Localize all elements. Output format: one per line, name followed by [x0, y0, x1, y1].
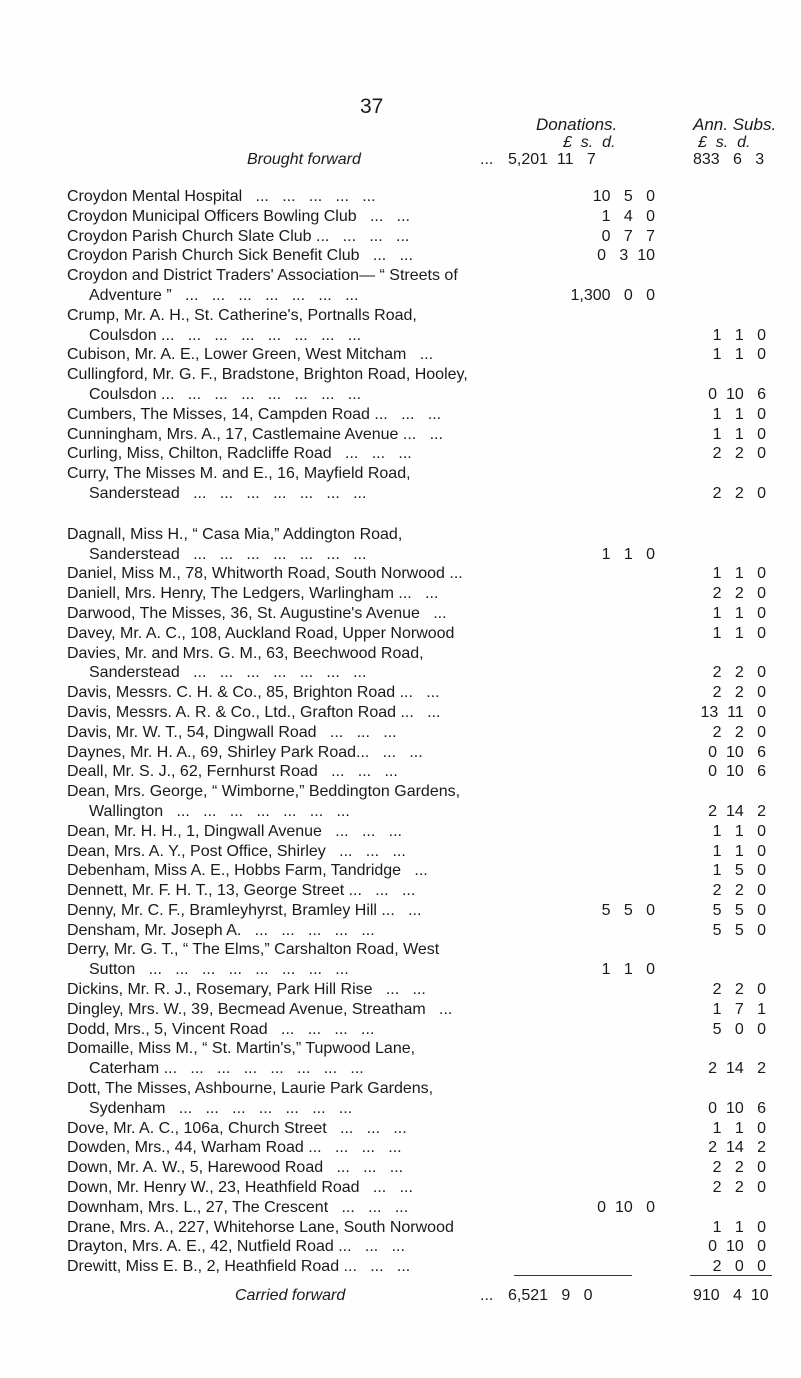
subscription-amount: 2 2 0	[712, 684, 766, 702]
brought-forward-label: Brought forward	[247, 151, 361, 168]
subscription-amount: 2 14 2	[708, 1060, 766, 1078]
entry-name: Cullingford, Mr. G. F., Bradstone, Brighton Road, Hooley,	[67, 366, 468, 384]
entry-name: Crump, Mr. A. H., St. Catherine's, Portnalls Road,	[67, 306, 417, 324]
table-row	[0, 901, 801, 921]
subscription-amount: 1 1 0	[712, 346, 766, 364]
table-row	[0, 1000, 801, 1020]
subscription-amount: 2 2 0	[712, 723, 766, 741]
subscription-amount: 5 5 0	[712, 921, 766, 939]
entry-name: Davis, Mr. W. T., 54, Dingwall Road ... ... ...	[67, 723, 397, 741]
donation-amount: 1 4 0	[601, 207, 655, 225]
entry-name: Dickins, Mr. R. J., Rosemary, Park Hill Rise ... ...	[67, 981, 426, 999]
table-row	[0, 663, 801, 683]
entry-name: Sanderstead ... ... ... ... ... ... ...	[89, 545, 367, 563]
entry-name: Dean, Mrs. George, “ Wimborne,” Beddington Gardens,	[67, 783, 461, 801]
table-row	[0, 1079, 801, 1099]
table-row	[0, 207, 801, 227]
brought-forward-dots: ...	[480, 151, 494, 168]
table-row	[0, 425, 801, 445]
table-row	[0, 525, 801, 545]
donation-amount: 0 3 10	[597, 247, 655, 265]
subscription-amount: 0 10 6	[708, 1099, 766, 1117]
subscription-amount: 1 1 0	[712, 1119, 766, 1137]
entry-name: Sutton ... ... ... ... ... ... ... ...	[89, 961, 349, 979]
table-row	[0, 306, 801, 326]
entry-name: Densham, Mr. Joseph A. ... ... ... ... ...	[67, 921, 375, 939]
carried-forward-donations: 6,521 9 0	[508, 1287, 593, 1304]
entry-name: Drayton, Mrs. A. E., 42, Nutfield Road ... ... ...	[67, 1238, 405, 1256]
table-row	[0, 584, 801, 604]
entry-name: Curling, Miss, Chilton, Radcliffe Road ... ... ...	[67, 445, 412, 463]
carried-forward-subs: 910 4 10	[693, 1287, 769, 1304]
entry-name: Daniel, Miss M., 78, Whitworth Road, South Norwood ...	[67, 565, 463, 583]
entry-name: Croydon Municipal Officers Bowling Club ... ...	[67, 207, 410, 225]
ann-subs-header: Ann. Subs.	[693, 115, 777, 134]
entry-name: Debenham, Miss A. E., Hobbs Farm, Tandridge ...	[67, 862, 428, 880]
entry-name: Drane, Mrs. A., 227, Whitehorse Lane, South Norwood	[67, 1218, 454, 1236]
entry-name: Domaille, Miss M., “ St. Martin's,” Tupwood Lane,	[67, 1040, 416, 1058]
table-row	[0, 385, 801, 405]
table-row	[0, 246, 801, 266]
subscription-amount: 1 5 0	[712, 862, 766, 880]
entry-name: Daynes, Mr. H. A., 69, Shirley Park Road... ... ...	[67, 743, 423, 761]
table-row	[0, 564, 801, 584]
donation-amount: 0 10 0	[597, 1198, 655, 1216]
table-row	[0, 802, 801, 822]
carried-forward-label: Carried forward	[235, 1287, 346, 1304]
entry-name: Downham, Mrs. L., 27, The Crescent ... ... ...	[67, 1198, 409, 1216]
subscription-amount: 0 10 6	[708, 385, 766, 403]
table-row	[0, 1039, 801, 1059]
entry-name: Darwood, The Misses, 36, St. Augustine's Avenue ...	[67, 604, 447, 622]
subscription-amount: 0 10 6	[708, 743, 766, 761]
table-row	[0, 1178, 801, 1198]
entry-name: Croydon Parish Church Slate Club ... ... ... ...	[67, 227, 410, 245]
entry-name: Denny, Mr. C. F., Bramleyhyrst, Bramley Hill ... ...	[67, 901, 422, 919]
table-row	[0, 1237, 801, 1257]
table-row	[0, 762, 801, 782]
subscription-amount: 1 1 0	[712, 624, 766, 642]
subscription-amount: 2 2 0	[712, 981, 766, 999]
entry-name: Dott, The Misses, Ashbourne, Laurie Park Gardens,	[67, 1080, 434, 1098]
entry-name: Davies, Mr. and Mrs. G. M., 63, Beechwood Road,	[67, 644, 424, 662]
subscription-amount: 2 14 2	[708, 1139, 766, 1157]
subscription-amount: 1 1 0	[712, 822, 766, 840]
entry-name: Cunningham, Mrs. A., 17, Castlemaine Avenue ... ...	[67, 425, 443, 443]
donation-amount: 5 5 0	[601, 901, 655, 919]
entry-name: Sydenham ... ... ... ... ... ... ...	[89, 1099, 353, 1117]
entry-name: Dowden, Mrs., 44, Warham Road ... ... ... ...	[67, 1139, 402, 1157]
entry-name: Caterham ... ... ... ... ... ... ... ...	[89, 1060, 364, 1078]
table-row	[0, 405, 801, 425]
table-row	[0, 1020, 801, 1040]
table-row	[0, 743, 801, 763]
subscription-amount: 0 10 6	[708, 763, 766, 781]
entry-name: Croydon and District Traders' Association— “ Streets of	[67, 267, 458, 285]
donation-amount: 10 5 0	[592, 188, 655, 205]
subs-units: £ s. d.	[698, 134, 751, 151]
subscription-amount: 1 7 1	[712, 1000, 766, 1018]
carried-forward-dots: ...	[480, 1287, 494, 1304]
table-row	[0, 822, 801, 842]
subscription-amount: 0 10 0	[708, 1238, 766, 1256]
table-row	[0, 683, 801, 703]
page-number: 37	[360, 95, 384, 118]
donations-header: Donations.	[536, 115, 618, 134]
entry-name: Deall, Mr. S. J., 62, Fernhurst Road ... ... ...	[67, 763, 398, 781]
table-row	[0, 604, 801, 624]
table-row	[0, 861, 801, 881]
entry-name: Derry, Mr. G. T., “ The Elms,” Carshalton Road, West	[67, 941, 440, 959]
table-row	[0, 881, 801, 901]
table-row	[0, 960, 801, 980]
subscription-amount: 1 1 0	[712, 565, 766, 583]
subscription-amount: 1 1 0	[712, 1218, 766, 1236]
table-row	[0, 1257, 801, 1277]
donation-amount: 0 7 7	[601, 227, 655, 245]
table-row	[0, 703, 801, 723]
subscription-amount: 2 2 0	[712, 1179, 766, 1197]
subscription-amount: 1 1 0	[712, 326, 766, 344]
table-row	[0, 1138, 801, 1158]
entry-name: Curry, The Misses M. and E., 16, Mayfield Road,	[67, 465, 411, 483]
table-row	[0, 644, 801, 664]
entry-name: Sanderstead ... ... ... ... ... ... ...	[89, 484, 367, 502]
entry-name: Dennett, Mr. F. H. T., 13, George Street ... ... ...	[67, 882, 416, 900]
subs-total-rule	[690, 1275, 772, 1276]
table-row	[0, 624, 801, 644]
entry-name: Cubison, Mr. A. E., Lower Green, West Mitcham ...	[67, 346, 434, 364]
subscription-amount: 1 1 0	[712, 842, 766, 860]
subscription-amount: 1 1 0	[712, 405, 766, 423]
entry-name: Davis, Messrs. C. H. & Co., 85, Brighton Road ... ...	[67, 684, 440, 702]
table-row	[0, 545, 801, 565]
entry-name: Down, Mr. Henry W., 23, Heathfield Road ... ...	[67, 1179, 413, 1197]
subscription-amount: 2 2 0	[712, 1159, 766, 1177]
brought-forward-donations: 5,201 11 7	[508, 151, 596, 168]
table-row	[0, 1198, 801, 1218]
entry-name: Adventure ” ... ... ... ... ... ... ...	[89, 286, 359, 304]
entry-name: Davey, Mr. A. C., 108, Auckland Road, Upper Norwood	[67, 624, 455, 642]
table-row	[0, 1059, 801, 1079]
subscription-amount: 2 14 2	[708, 802, 766, 820]
table-row	[0, 1099, 801, 1119]
subscription-amount: 2 2 0	[712, 664, 766, 682]
subscription-amount: 5 5 0	[712, 901, 766, 919]
donation-amount: 1 1 0	[601, 961, 655, 979]
table-row	[0, 1158, 801, 1178]
donations-units: £ s. d.	[563, 134, 616, 151]
entry-name: Dean, Mr. H. H., 1, Dingwall Avenue ... ... ...	[67, 822, 402, 840]
table-row	[0, 464, 801, 484]
subscription-amount: 2 2 0	[712, 445, 766, 463]
table-row	[0, 782, 801, 802]
table-row	[0, 1218, 801, 1238]
subscription-amount: 2 2 0	[712, 882, 766, 900]
table-row	[0, 1119, 801, 1139]
table-row	[0, 723, 801, 743]
entry-name: Dove, Mr. A. C., 106a, Church Street ... ... ...	[67, 1119, 407, 1137]
entry-name: Davis, Messrs. A. R. & Co., Ltd., Grafton Road ... ...	[67, 703, 441, 721]
table-row	[0, 227, 801, 247]
table-row	[0, 345, 801, 365]
entry-name: Dean, Mrs. A. Y., Post Office, Shirley ... ... ...	[67, 842, 406, 860]
table-row	[0, 286, 801, 306]
entry-name: Dodd, Mrs., 5, Vincent Road ... ... ... ...	[67, 1020, 375, 1038]
subscription-amount: 1 1 0	[712, 604, 766, 622]
entry-name: Croydon Mental Hospital ... ... ... ... ...	[67, 188, 376, 205]
table-row	[0, 980, 801, 1000]
subscriber-list	[0, 187, 801, 1277]
entry-name: Wallington ... ... ... ... ... ... ...	[89, 802, 350, 820]
entry-name: Dagnall, Miss H., “ Casa Mia,” Addington Road,	[67, 525, 403, 543]
subscription-amount: 2 2 0	[712, 585, 766, 603]
subscription-amount: 5 0 0	[712, 1020, 766, 1038]
entry-name: Cumbers, The Misses, 14, Campden Road ... ... ...	[67, 405, 442, 423]
table-row	[0, 940, 801, 960]
table-row	[0, 842, 801, 862]
entry-name: Dingley, Mrs. W., 39, Becmead Avenue, Streatham ...	[67, 1000, 453, 1018]
subscription-amount: 2 2 0	[712, 484, 766, 502]
subscription-amount: 1 1 0	[712, 425, 766, 443]
subscription-amount: 2 0 0	[712, 1258, 766, 1276]
donations-total-rule	[514, 1275, 632, 1276]
table-row	[0, 326, 801, 346]
entry-name: Down, Mr. A. W., 5, Harewood Road ... ... ...	[67, 1159, 404, 1177]
entry-name: Drewitt, Miss E. B., 2, Heathfield Road ... ... ...	[67, 1258, 411, 1276]
subscription-amount: 13 11 0	[700, 703, 766, 721]
table-row	[0, 484, 801, 504]
entry-name: Coulsdon ... ... ... ... ... ... ... ...	[89, 385, 362, 403]
table-row	[0, 266, 801, 286]
table-row	[0, 187, 801, 207]
table-row	[0, 365, 801, 385]
brought-forward-subs: 833 6 3	[693, 151, 765, 168]
donation-amount: 1,300 0 0	[570, 286, 655, 304]
entry-name: Daniell, Mrs. Henry, The Ledgers, Warlingham ... ...	[67, 585, 439, 603]
donation-amount: 1 1 0	[601, 545, 655, 563]
table-row	[0, 444, 801, 464]
entry-name: Croydon Parish Church Sick Benefit Club ... ...	[67, 247, 413, 265]
entry-name: Coulsdon ... ... ... ... ... ... ... ...	[89, 326, 362, 344]
table-row	[0, 921, 801, 941]
entry-name: Sanderstead ... ... ... ... ... ... ...	[89, 664, 367, 682]
